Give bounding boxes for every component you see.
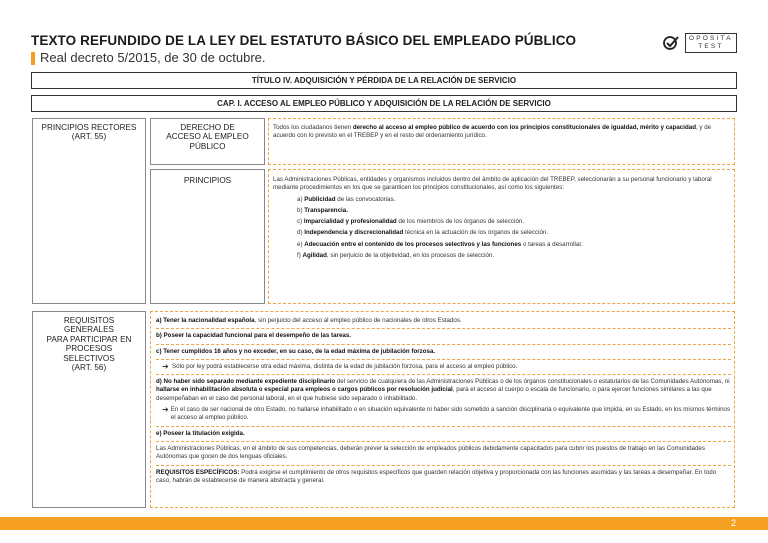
principio-rest: o tareas a desarrollar. xyxy=(521,240,583,248)
arrow-right-icon: ➔ xyxy=(162,361,169,371)
requisito-c-note-text: Sólo por ley podrá establecerse otra edad máxima, distinta de la edad de jubilación forzosa, para el acceso al empleo público. xyxy=(172,362,518,370)
principio-prefix: a) xyxy=(297,195,305,203)
requisitos-especificos-bold: REQUISITOS ESPECÍFICOS: xyxy=(156,468,240,476)
principio-prefix: f) xyxy=(297,252,303,260)
principio-bold: Independencia y discrecionalidad xyxy=(304,229,404,237)
requisito-b-bold: b) Poseer la capacidad funcional para el desempeño de las tareas. xyxy=(156,332,351,340)
requisito-e-bold: e) Poseer la titulación exigida. xyxy=(156,429,245,437)
requisitos-label: REQUISITOS GENERALES PARA PARTICIPAR EN PROCESOS SELECTIVOS (ART. 56) xyxy=(46,316,132,373)
principio-item xyxy=(297,207,731,215)
principio-prefix: d) xyxy=(297,229,305,237)
principios-rectores-cell xyxy=(32,118,146,304)
principios-list xyxy=(273,196,731,261)
principios-cell xyxy=(150,169,265,304)
page-subtitle: Real decreto 5/2015, de 30 de octubre. xyxy=(40,50,266,65)
principio-bold: Publicidad xyxy=(304,195,336,203)
requisito-d-note xyxy=(162,406,731,423)
requisito-d-rest2: , para el acceso al cuerpo o escala de funcionario, o para ejercer funciones similares a las que desempeñaban en el caso del personal laboral, en el que hubiese sido separado o inhabilitado. xyxy=(156,386,712,402)
capitulo-heading: CAP. I. ACCESO AL EMPLEO PÚBLICO Y ADQUISICIÓN DE LA RELACIÓN DE SERVICIO xyxy=(31,95,737,112)
principio-bold: Imparcialidad y profesionalidad xyxy=(303,218,397,226)
derecho-text-pre: Todos los ciudadanos tienen xyxy=(273,124,353,131)
requisito-c-bold: c) Tener cumplidos 16 años y no exceder, en su caso, de la edad máxima de jubilación forzosa. xyxy=(156,347,436,355)
derecho-text-post: , y de acuerdo con lo previsto en el TREBEP y en el resto del ordenamiento jurídico. xyxy=(273,124,712,140)
logo xyxy=(662,33,737,53)
requisito-d-note-text: En el caso de ser nacional de otro Estado, no hallarse inhabilitado o en situación equivalente ni haber sido sometido a sanción disciplinaria o equivalente que impida, en su Estado, en los mismos términos el acceso al empleo público. xyxy=(170,406,731,422)
principios-intro: Las Administraciones Públicas, entidades y organismos incluidos dentro del ámbito de aplicación del TREBEP, seleccionarán a su personal funcionario y laboral mediante procedimientos en los que se garanticen los principios constitucionales, así como los siguientes: xyxy=(273,176,712,192)
principio-rest: , sin perjuicio de la objetividad, en los procesos de selección. xyxy=(326,252,495,260)
requisito-d-rest1: del servicio de cualquiera de las Administraciones Públicas o de los órganos constitucionales o estatutarios de las Comunidades Autónomas, ni xyxy=(335,378,730,386)
requisito-e xyxy=(156,430,731,438)
footer-bar xyxy=(0,517,768,530)
principio-rest: de las convocatorias. xyxy=(335,195,396,203)
derecho-text-bold: derecho al acceso al empleo público de acuerdo con los principios constitucionales de igualdad, mérito y capacidad xyxy=(352,124,696,131)
principio-prefix: e) xyxy=(297,240,305,248)
requisito-a xyxy=(156,317,731,325)
principio-item xyxy=(297,241,731,249)
derecho-cell xyxy=(150,118,265,165)
principio-bold: Transparencia. xyxy=(304,206,348,214)
principio-prefix: c) xyxy=(297,218,304,226)
principio-rest: de los miembros de los órganos de selección. xyxy=(396,218,524,226)
requisitos-label-cell xyxy=(32,311,146,508)
principios-text xyxy=(273,176,731,260)
check-badge-icon xyxy=(662,35,680,51)
requisitos-content xyxy=(150,311,735,508)
requisito-c-note xyxy=(162,363,731,371)
principios-rectores-label: PRINCIPIOS RECTORES (ART. 55) xyxy=(41,123,137,142)
principio-item xyxy=(297,229,731,237)
requisitos-text xyxy=(156,317,731,485)
requisito-a-rest: , sin perjuicio del acceso al empleo público de nacionales de otros Estados. xyxy=(254,317,462,324)
principios-content xyxy=(268,169,735,304)
principio-prefix: b) xyxy=(297,206,305,214)
derecho-text xyxy=(273,124,731,141)
principio-item xyxy=(297,252,731,260)
requisito-d-bold1: d) No haber sido separado mediante expediente disciplinario xyxy=(156,378,336,386)
accent-bar xyxy=(31,52,35,65)
logo-text-top: OPOSITA xyxy=(689,35,733,42)
titulo-heading: TÍTULO IV. ADQUISICIÓN Y PÉRDIDA DE LA RELACIÓN DE SERVICIO xyxy=(31,72,737,89)
requisitos-especificos-rest: Podrá exigirse el cumplimiento de otros requisitos específicos que guarden relación objetiva y proporcionada con las funciones asumidas y las tareas a desempeñar. En todo caso, habrán de establecerse de manera abstracta y general. xyxy=(156,468,717,484)
principio-rest: técnica en la actuación de los órganos de selección. xyxy=(403,229,549,237)
requisito-d xyxy=(156,378,731,403)
derecho-content xyxy=(268,118,735,165)
principio-item xyxy=(297,218,731,226)
principio-bold: Agilidad xyxy=(302,252,327,260)
page-number: 2 xyxy=(730,518,736,528)
principio-bold: Adecuación entre el contenido de los procesos selectivos y las funciones xyxy=(304,240,522,248)
requisitos-especificos xyxy=(156,469,731,486)
requisito-a-bold: a) Tener la nacionalidad española xyxy=(156,317,255,324)
principio-item xyxy=(297,196,731,204)
arrow-right-icon: ➔ xyxy=(162,405,169,415)
derecho-label: DERECHO DE ACCESO AL EMPLEO PÚBLICO xyxy=(166,123,249,151)
cooficial-text: Las Administraciones Públicas, en el ámbito de sus competencias, deberán prever la selección de empleados públicos debidamente capacitados para cubrir los puestos de trabajo en las Comunidades Autónomas que gocen de dos lenguas oficiales. xyxy=(156,444,705,461)
principios-label: PRINCIPIOS xyxy=(183,176,232,185)
page-title: TEXTO REFUNDIDO DE LA LEY DEL ESTATUTO BÁSICO DEL EMPLEADO PÚBLICO xyxy=(31,33,577,48)
requisito-b xyxy=(156,332,731,340)
requisito-d-bold2: hallarse en inhabilitación absoluta o especial para empleos o cargos públicos por resolución judicial xyxy=(156,386,453,394)
logo-text xyxy=(685,33,737,53)
logo-text-bottom: TEST xyxy=(698,43,724,50)
requisito-c xyxy=(156,348,731,356)
